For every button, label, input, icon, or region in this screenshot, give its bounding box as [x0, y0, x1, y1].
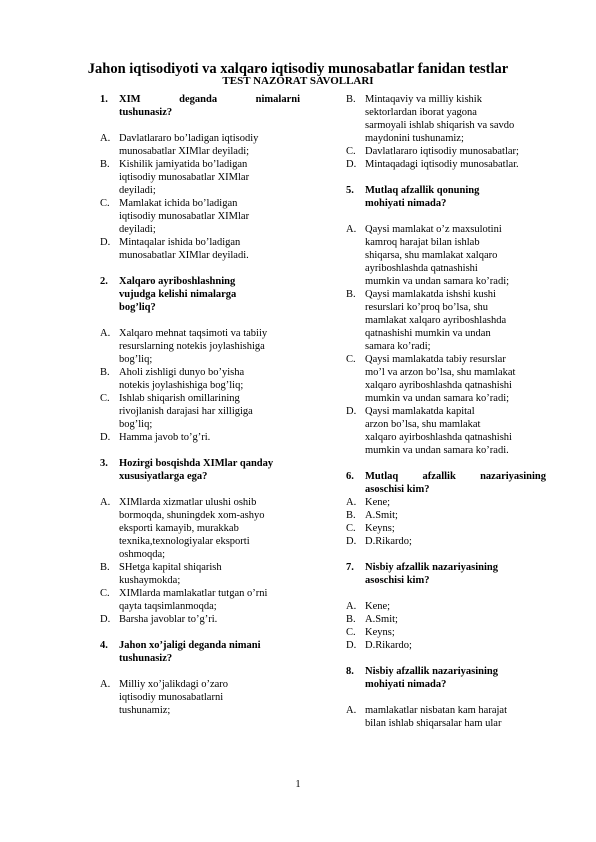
option-text: sarmoyali ishlab shiqarish va savdo	[365, 120, 515, 131]
option-text: deyiladi;	[119, 224, 156, 235]
option-letter: D.	[346, 536, 357, 547]
option-text: oshmoqda;	[119, 549, 166, 560]
option-text: Mintaqalar ishida bo’ladigan	[119, 237, 241, 248]
option-text: rivojlanish darajasi har xilligiga	[119, 406, 253, 417]
question-number: 8.	[346, 666, 354, 677]
option-letter: A.	[100, 497, 111, 508]
question-text: xususiyatlarga ega?	[119, 471, 208, 482]
question-text: bog’liq?	[119, 302, 156, 313]
option-text: sektorlardan iborat yagona	[365, 107, 477, 118]
question-number: 6.	[346, 471, 354, 482]
option-a	[100, 132, 300, 145]
option-letter: D.	[346, 640, 357, 651]
option-letter: A.	[100, 328, 111, 339]
option-b	[346, 288, 546, 301]
question-number: 1.	[100, 94, 108, 105]
option-a	[346, 704, 546, 717]
option-text: Keyns;	[365, 627, 395, 638]
option-b	[100, 158, 300, 171]
option-letter: D.	[346, 406, 357, 417]
option-text: shiqarsa, shu mamlakat xalqaro	[365, 250, 498, 261]
option-text: munosabatlar XIMlar deyiladi.	[119, 250, 249, 261]
option-text: XIMlarda mamlakatlar tutgan o’rni	[119, 588, 268, 599]
option-text: arzon bo’lsa, shu mamlakat	[365, 419, 481, 430]
option-letter: D.	[346, 159, 357, 170]
option-letter: A.	[346, 601, 357, 612]
option-b	[346, 509, 546, 522]
option-c	[100, 392, 300, 405]
question-number: 3.	[100, 458, 108, 469]
option-letter: C.	[100, 588, 110, 599]
option-letter: B.	[346, 94, 356, 105]
option-text: SHetga kapital shiqarish	[119, 562, 222, 573]
option-c	[346, 626, 546, 639]
option-text: kushaymokda;	[119, 575, 181, 586]
option-text: Milliy xo’jalikdagi o’zaro	[119, 679, 229, 690]
option-a	[100, 496, 300, 509]
option-text: Davlatlararo bo’ladigan iqtisodiy	[119, 133, 259, 144]
option-letter: A.	[346, 497, 357, 508]
option-letter: A.	[100, 679, 111, 690]
question-7	[346, 561, 546, 574]
option-c	[346, 353, 546, 366]
document-title: Jahon iqtisodiyoti va xalqaro iqtisodiy munosabatlar fanidan testlar	[87, 61, 509, 77]
option-letter: A.	[346, 224, 357, 235]
option-text: Qaysi mamlakatda kapital	[365, 406, 475, 417]
question-number: 4.	[100, 640, 108, 651]
question-text: XIM deganda nimalarni	[119, 94, 300, 105]
question-text: Xalqaro ayriboshlashning	[119, 276, 236, 287]
option-text: D.Rikardo;	[365, 536, 412, 547]
option-text: Mintaqaviy va milliy kishik	[365, 94, 482, 105]
option-c	[346, 145, 546, 158]
option-b	[346, 93, 546, 106]
option-b	[346, 613, 546, 626]
question-text: tushunasiz?	[119, 107, 173, 118]
option-letter: C.	[346, 523, 356, 534]
question-text: Nisbiy afzallik nazariyasining	[365, 666, 499, 677]
option-text: Hamma javob to’g’ri.	[119, 432, 211, 443]
option-text: Keyns;	[365, 523, 395, 534]
option-text: Xalqaro mehnat taqsimoti va tabiiy	[119, 328, 268, 339]
option-text: mamlakat xalqaro ayriboshlashda	[365, 315, 507, 326]
right-column	[346, 93, 546, 730]
option-text: xalqaro ayirboshlashda qatnashishi	[365, 432, 512, 443]
option-text: eksporti kamayib, murakkab	[119, 523, 239, 534]
option-text: Barsha javoblar to’g’ri.	[119, 614, 218, 625]
question-text: Mutlaq afzallik qonuning	[365, 185, 480, 196]
question-3	[100, 457, 300, 470]
option-text: Kene;	[365, 497, 391, 508]
option-d	[100, 236, 300, 249]
option-text: Kishilik jamiyatida bo’ladigan	[119, 159, 248, 170]
option-letter: D.	[100, 237, 111, 248]
option-text: Qaysi mamlakat o’z maxsulotini	[365, 224, 502, 235]
option-text: kamroq harajat bilan ishlab	[365, 237, 480, 248]
option-text: D.Rikardo;	[365, 640, 412, 651]
option-d	[100, 613, 300, 626]
option-text: maydonini tushunamiz;	[365, 133, 464, 144]
option-text: XIMlarda xizmatlar ulushi oshib	[119, 497, 257, 508]
option-text: munosabatlar XIMlar deyiladi;	[119, 146, 250, 157]
option-c	[346, 522, 546, 535]
question-6	[346, 470, 546, 483]
option-text: mumkin va undan samara ko’radi;	[365, 276, 510, 287]
option-letter: B.	[100, 367, 110, 378]
question-text: tushunasiz?	[119, 653, 173, 664]
option-text: mamlakatlar nisbatan kam harajat	[365, 705, 507, 716]
option-text: resurslarning notekis joylashishiga	[119, 341, 265, 352]
option-text: iqtisodiy munosabatlarni	[119, 692, 224, 703]
option-letter: C.	[346, 146, 356, 157]
option-text: iqtisodiy munosabatlar XIMlar	[119, 172, 250, 183]
option-letter: C.	[100, 393, 110, 404]
option-letter: D.	[100, 432, 111, 443]
option-text: texnika,texnologiyalar eksporti	[119, 536, 250, 547]
option-text: mumkin va undan samara ko’radi;	[365, 393, 510, 404]
question-text: Hozirgi bosqishda XIMlar qanday	[119, 458, 274, 469]
option-letter: B.	[100, 159, 110, 170]
option-text: Qaysi mamlakatda tabiy resurslar	[365, 354, 506, 365]
option-letter: D.	[100, 614, 111, 625]
option-d	[100, 431, 300, 444]
option-a	[346, 600, 546, 613]
option-a	[346, 496, 546, 509]
option-a	[346, 223, 546, 236]
question-text: mohiyati nimada?	[365, 679, 447, 690]
option-d	[346, 405, 546, 418]
question-8	[346, 665, 546, 678]
option-text: tushunamiz;	[119, 705, 171, 716]
option-a	[100, 327, 300, 340]
option-d	[346, 639, 546, 652]
option-letter: C.	[346, 354, 356, 365]
question-2	[100, 275, 300, 288]
question-text: Mutlaq afzallik nazariyasining	[365, 471, 546, 482]
question-4	[100, 639, 300, 652]
option-text: samara ko’radi;	[365, 341, 431, 352]
option-letter: C.	[346, 627, 356, 638]
question-5	[346, 184, 546, 197]
question-text: asoschisi kim?	[365, 484, 430, 495]
option-b	[100, 561, 300, 574]
option-c	[100, 197, 300, 210]
option-letter: A.	[100, 133, 111, 144]
option-letter: A.	[346, 705, 357, 716]
option-text: Davlatlararo iqtisodiy munosabatlar;	[365, 146, 519, 157]
option-text: bilan ishlab shiqarsalar ham ular	[365, 718, 502, 729]
option-letter: B.	[346, 614, 356, 625]
option-text: A.Smit;	[365, 614, 398, 625]
option-text: A.Smit;	[365, 510, 398, 521]
option-d	[346, 158, 546, 171]
document-subtitle: TEST NAZORAT SAVOLLARI	[222, 75, 374, 87]
option-text: Ishlab shiqarish omillarining	[119, 393, 240, 404]
page-number: 1	[295, 779, 301, 790]
option-text: ayriboshlashda qatnashishi	[365, 263, 478, 274]
option-text: Mamlakat ichida bo’ladigan	[119, 198, 238, 209]
option-letter: B.	[100, 562, 110, 573]
option-text: qatnashishi mumkin va undan	[365, 328, 491, 339]
option-a	[100, 678, 300, 691]
question-text: vujudga kelishi nimalarga	[119, 289, 237, 300]
option-text: bog’liq;	[119, 419, 153, 430]
option-c	[100, 587, 300, 600]
option-letter: B.	[346, 510, 356, 521]
question-1-line2	[100, 106, 300, 119]
option-text: notekis joylashishiga bog’liq;	[119, 380, 244, 391]
option-text: mo’l va arzon bo’lsa, shu mamlakat	[365, 367, 516, 378]
option-text: xalqaro ayriboshlashda qatnashishi	[365, 380, 512, 391]
option-text: iqtisodiy munosabatlar XIMlar	[119, 211, 250, 222]
option-text: bormoqda, shuningdek xom-ashyo	[119, 510, 265, 521]
option-text: deyiladi;	[119, 185, 156, 196]
option-b	[100, 366, 300, 379]
option-text: Aholi zishligi dunyo bo’yisha	[119, 367, 245, 378]
option-text: Mintaqadagi iqtisodiy munosabatlar.	[365, 159, 519, 170]
option-text: bog’liq;	[119, 354, 153, 365]
option-text: qayta taqsimlanmoqda;	[119, 601, 217, 612]
option-text: Kene;	[365, 601, 391, 612]
option-letter: B.	[346, 289, 356, 300]
question-text: mohiyati nimada?	[365, 198, 447, 209]
left-column	[100, 93, 300, 717]
option-letter: C.	[100, 198, 110, 209]
question-1	[100, 93, 300, 106]
option-text: Qaysi mamlakatda ishshi kushi	[365, 289, 496, 300]
question-number: 7.	[346, 562, 354, 573]
question-text: asoschisi kim?	[365, 575, 430, 586]
option-d	[346, 535, 546, 548]
question-text: Nisbiy afzallik nazariyasining	[365, 562, 499, 573]
question-text: Jahon xo’jaligi deganda nimani	[119, 640, 261, 651]
question-number: 5.	[346, 185, 354, 196]
option-text: resurslari ko’proq bo’lsa, shu	[365, 302, 489, 313]
option-text: mumkin va undan samara ko’radi.	[365, 445, 509, 456]
question-number: 2.	[100, 276, 108, 287]
